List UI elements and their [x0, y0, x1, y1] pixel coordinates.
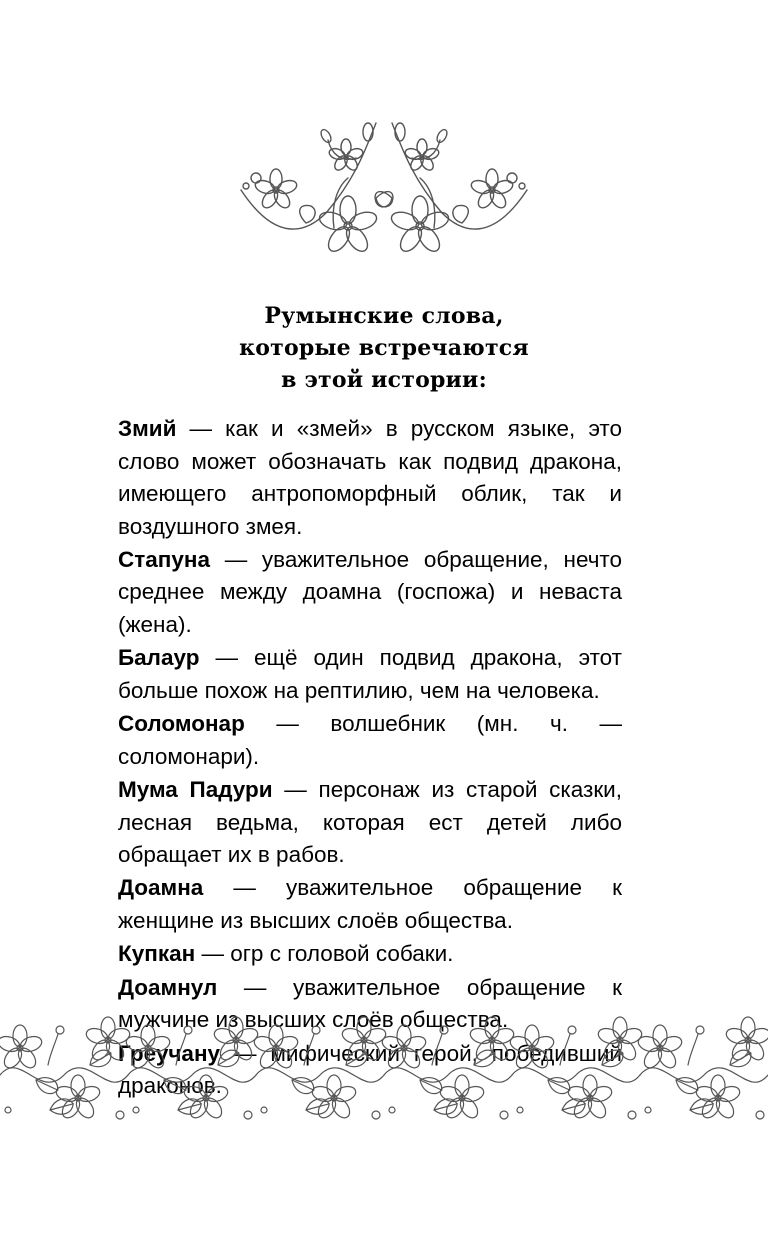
- glossary-definition: — волшебник (мн. ч. — соломонари).: [118, 711, 622, 769]
- glossary-definition: — мифический герой, победивший драконов.: [118, 1040, 622, 1099]
- glossary-term: Доамнул: [118, 974, 218, 1000]
- glossary-entry: [118, 642, 622, 707]
- glossary-term: Змий: [118, 416, 177, 441]
- title-line-3: в этой истории:: [281, 367, 487, 393]
- floral-border-icon: [0, 1010, 768, 1140]
- floral-ornament-icon: [236, 118, 532, 268]
- glossary-definition: — как и «змей» в русском языке, это слово может обозначать как подвид дракона, имеющего антропоморфный облик, так и воздушного змея.: [118, 416, 622, 539]
- glossary-term: Мума Падури: [118, 777, 273, 803]
- glossary-term: Доамна: [118, 875, 204, 901]
- glossary-term: Стапуна: [118, 546, 210, 572]
- glossary-definition: — огр с головой собаки.: [195, 941, 454, 967]
- glossary-entry: [118, 708, 622, 773]
- glossary-entry: [118, 872, 622, 937]
- glossary-definition: — уважительное обращение к женщине из высших слоёв общества.: [118, 875, 622, 933]
- glossary-definition: — уважительное обращение к мужчине из высших слоёв общества.: [118, 974, 622, 1033]
- glossary-term: Балаур: [118, 645, 200, 671]
- title-line-2: которые встречаются: [239, 335, 529, 361]
- glossary-term: Греучану: [118, 1040, 221, 1066]
- glossary-definition: — персонаж из старой сказки, лесная ведьма, которая ест детей либо обращает их в рабов.: [118, 777, 622, 868]
- glossary-term: Соломонар: [118, 711, 245, 737]
- page-title: [0, 300, 768, 396]
- glossary-definition: — ещё один подвид дракона, этот больше похож на рептилию, чем на человека.: [118, 645, 622, 703]
- glossary-definition: — уважительное обращение, нечто среднее между доамна (госпожа) и неваста (жена).: [118, 546, 622, 637]
- glossary-entry: [118, 413, 622, 543]
- glossary-list: [118, 413, 622, 1104]
- glossary-entry: [118, 544, 622, 642]
- glossary-entry: [118, 938, 622, 971]
- title-line-1: Румынские слова,: [264, 303, 504, 329]
- glossary-entry: [118, 774, 622, 872]
- glossary-term: Купкан: [118, 941, 196, 967]
